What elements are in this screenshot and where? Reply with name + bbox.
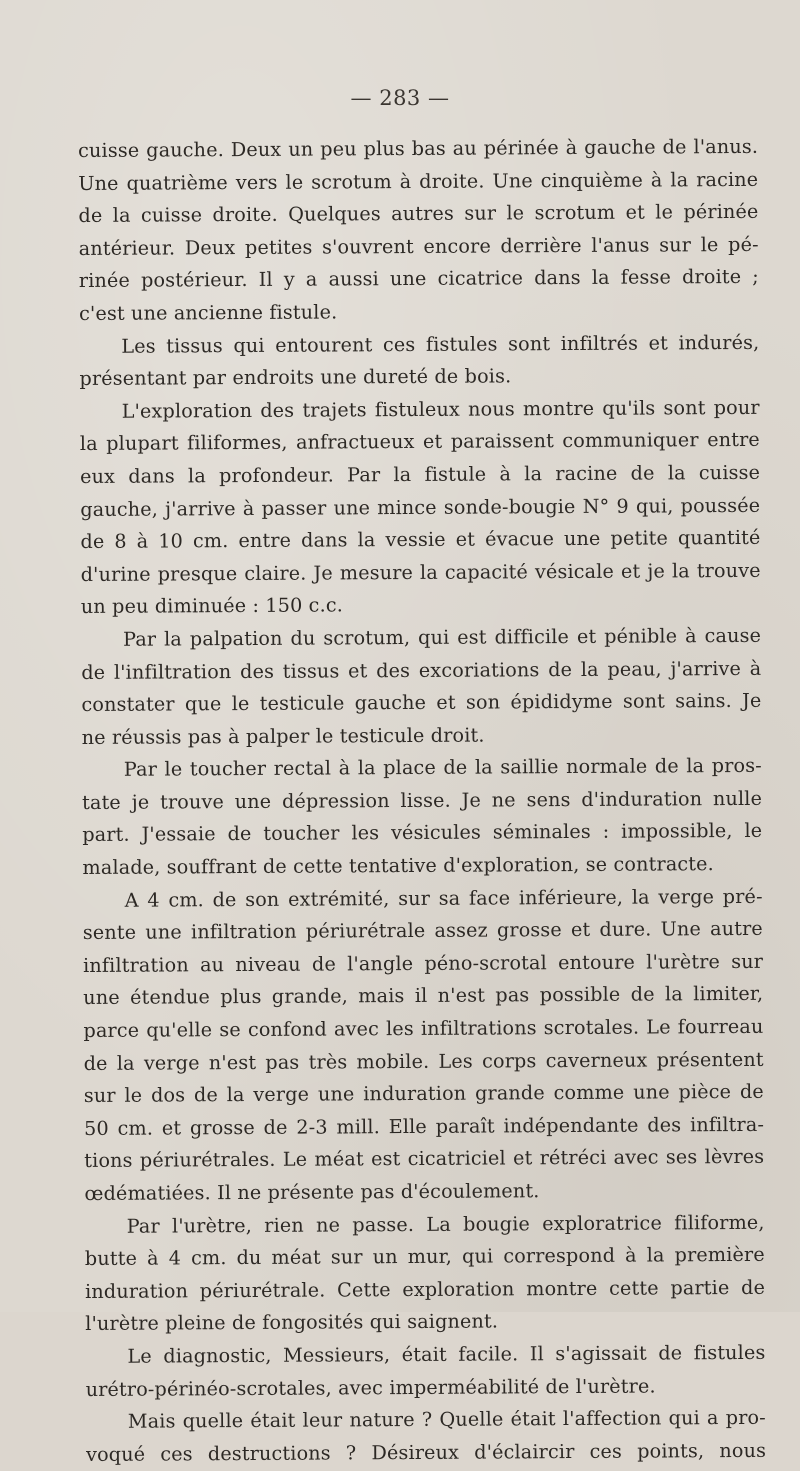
text-line: c'est une ancienne fistule. — [79, 300, 338, 325]
text-line: de l'infiltration des tissus et des excoriations de la peau, j'arrive à — [81, 656, 762, 684]
text-line: sur le dos de la verge une induration grande comme une pièce de — [83, 1080, 764, 1108]
text-line: un peu diminuée : 150 c.c. — [80, 593, 344, 619]
text-line: de 8 à 10 cm. entre dans la vessie et évacue une petite quantité — [80, 525, 761, 554]
text-line: Le diagnostic, Messieurs, était facile. Il s'agissait de fistules — [127, 1340, 766, 1368]
text-line: Mais quelle était leur nature ? Quelle était l'affection qui a pro- — [127, 1405, 766, 1433]
text-line: rinée postérieur. Il y a aussi une cicatrice dans la fesse droite ; — [78, 265, 759, 293]
text-line: L'exploration des trajets fistuleux nous montre qu'ils sont pour — [121, 395, 760, 423]
text-line: constater que le testicule gauche et son épididyme sont sains. Je — [81, 688, 762, 717]
text-line: malade, souffrant de cette tentative d'exploration, se contracte. — [82, 852, 714, 880]
text-line: 50 cm. et grosse de 2-3 mill. Elle paraît indépendante des infiltra- — [83, 1112, 765, 1140]
text-line: voqué ces destructions ? Désireux d'éclaircir ces points, nous — [85, 1438, 767, 1466]
text-line: infiltration au niveau de l'angle péno-scrotal entoure l'urètre sur — [83, 949, 764, 977]
text-line: induration périurétrale. Cette exploration montre cette partie de — [84, 1275, 766, 1303]
text-line: Les tissus qui entourent ces fistules sont infiltrés et indurés, — [121, 330, 760, 358]
text-line: ne réussis pas à palper le testicule droit. — [81, 723, 485, 749]
text-line: eux dans la profondeur. Par la fistule à la racine de la cuisse — [80, 460, 761, 488]
text-line: butte à 4 cm. du méat sur un mur, qui correspond à la première — [84, 1243, 765, 1271]
page-number: — 283 — — [350, 86, 450, 110]
text-line: parce qu'elle se confond avec les infiltrations scrotales. Le fourreau — [83, 1014, 764, 1043]
text-line: Par la palpation du scrotum, qui est difficile et pénible à cause — [123, 623, 762, 651]
text-line: œdématiées. Il ne présente pas d'écoulement. — [84, 1179, 540, 1205]
body-text — [78, 131, 766, 1471]
text-line: Une quatrième vers le scrotum à droite. Une cinquième à la racine — [78, 167, 759, 195]
text-line: Par l'urètre, rien ne passe. La bougie exploratrice filiforme, — [126, 1210, 765, 1238]
text-line: Par le toucher rectal à la place de la saillie normale de la pros- — [123, 754, 762, 782]
text-line: sente une infiltration périurétrale assez grosse et dure. Une autre — [82, 917, 763, 945]
text-line: A 4 cm. de son extrémité, sur sa face inférieure, la verge pré- — [124, 884, 763, 912]
text-line: une étendue plus grande, mais il n'est pas possible de la limiter, — [83, 982, 764, 1010]
text-line: tate je trouve une dépression lisse. Je ne sens d'induration nulle — [82, 786, 763, 814]
text-line: tions périurétrales. Le méat est cicatriciel et rétréci avec ses lèvres — [84, 1145, 765, 1173]
text-line: d'urine presque claire. Je mesure la capacité vésicale et je la trouve — [80, 558, 761, 586]
text-line: la plupart filiformes, anfractueux et paraissent communiquer entre — [79, 428, 760, 456]
text-line: de la cuisse droite. Quelques autres sur le scrotum et le périnée — [78, 200, 759, 228]
text-line: de la verge n'est pas très mobile. Les corps caverneux présentent — [83, 1047, 764, 1075]
text-line: antérieur. Deux petites s'ouvrent encore derrière l'anus sur le pé- — [78, 232, 759, 260]
text-line: présentant par endroits une dureté de bois. — [79, 364, 512, 391]
text-line: gauche, j'arrive à passer une mince sonde-bougie N° 9 qui, poussée — [80, 493, 761, 521]
text-line: l'urètre pleine de fongosités qui saignent. — [85, 1309, 499, 1336]
text-line: cuisse gauche. Deux un peu plus bas au périnée à gauche de l'anus. — [78, 134, 759, 162]
text-line: part. J'essaie de toucher les vésicules séminales : impossible, le — [82, 819, 763, 847]
text-line: urétro-périnéo-scrotales, avec imperméabilité de l'urètre. — [85, 1374, 656, 1401]
